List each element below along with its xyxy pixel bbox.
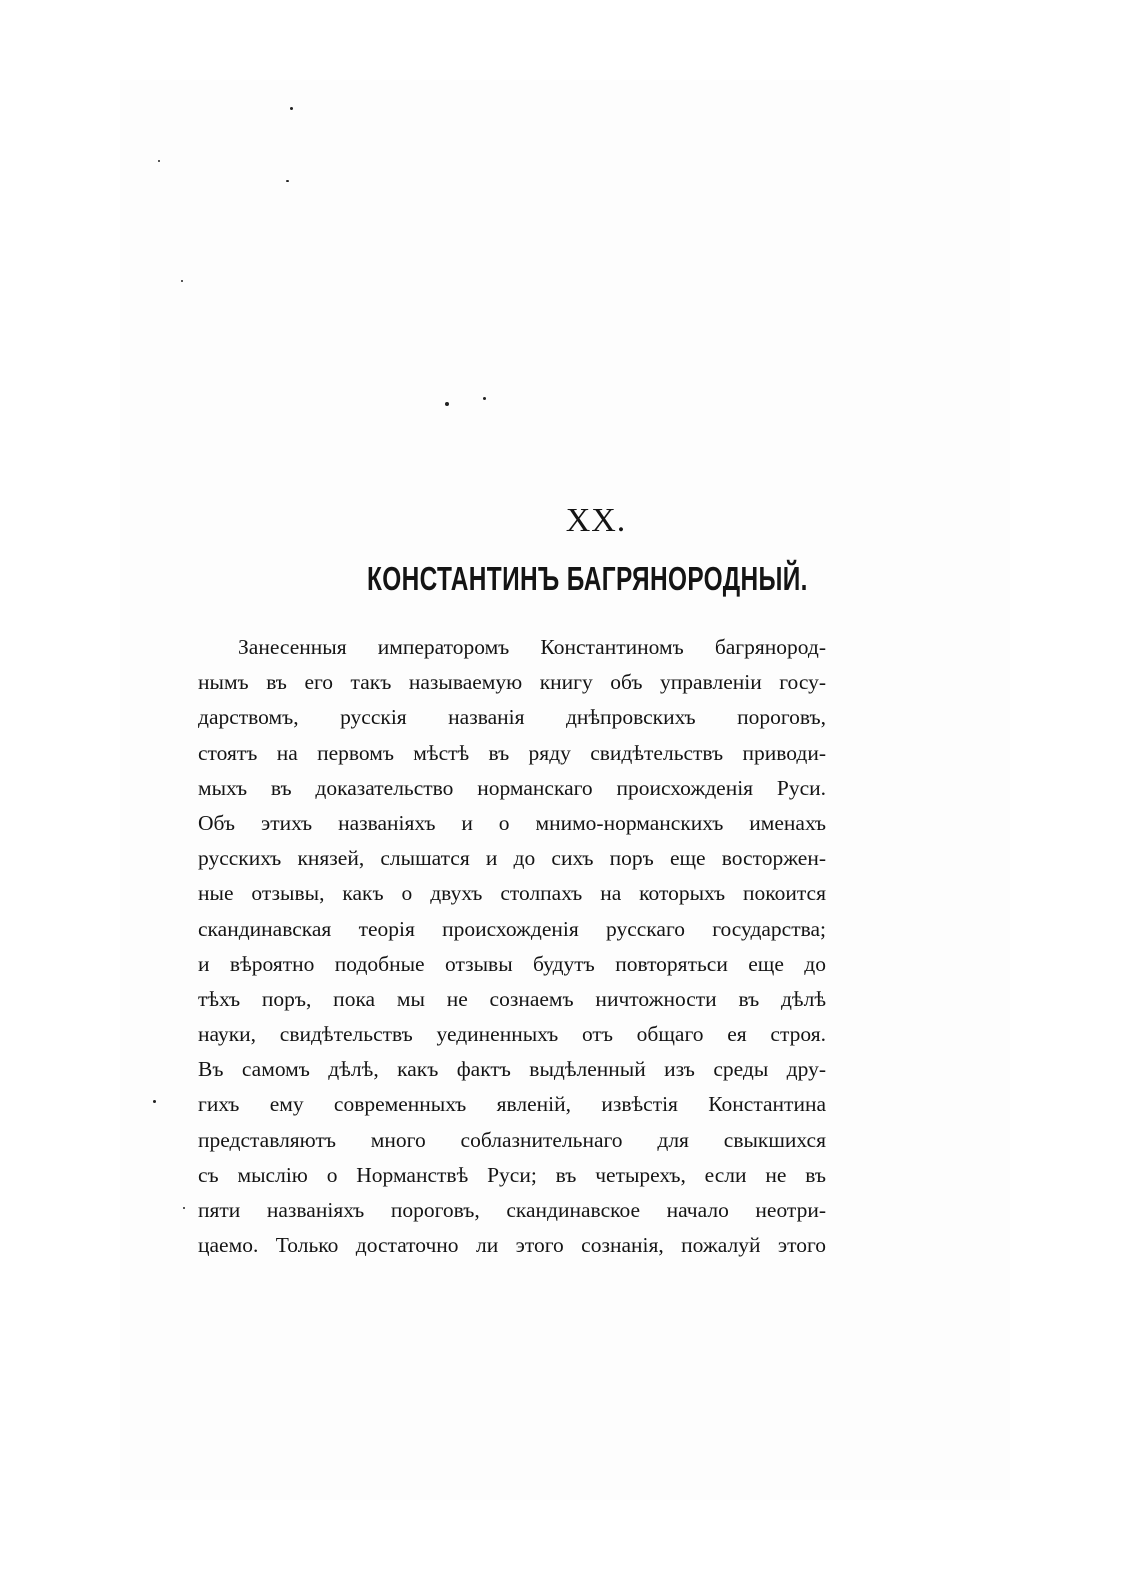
scan-speck	[483, 397, 486, 400]
scan-speck	[290, 107, 293, 110]
scan-speck	[286, 180, 289, 182]
chapter-title: КОНСТАНТИНЪ БАГРЯНОРОДНЫЙ.	[366, 560, 808, 597]
text-line: русскихъ князей, слышатся и до сихъ поръ еще восторжен-	[198, 846, 826, 871]
text-line: цаемо. Только достаточно ли этого сознанiя, пожалуй этого	[198, 1233, 826, 1258]
text-line: ные отзывы, какъ о двухъ столпахъ на которыхъ покоится	[198, 881, 826, 906]
text-line: науки, свидѣтельствъ уединенныхъ отъ общаго ея строя.	[198, 1022, 826, 1047]
chapter-number: XX.	[565, 502, 627, 539]
text-line: нымъ въ его такъ называемую книгу объ управленiи госу-	[198, 670, 826, 695]
text-line: Объ этихъ названiяхъ и о мнимо-норманскихъ именахъ	[198, 810, 826, 835]
text-line: тѣхъ поръ, пока мы не сознаемъ ничтожности въ дѣлѣ	[198, 986, 826, 1011]
text-line: Занесенныя императоромъ Константиномъ багрянород-	[238, 635, 826, 659]
scan-speck	[158, 160, 160, 162]
scan-speck	[181, 280, 183, 282]
text-line: мыхъ въ доказательство норманскаго происхожденiя Руси.	[198, 775, 826, 800]
text-line: дарствомъ, русскiя названiя днѣпровскихъ пороговъ,	[198, 705, 826, 730]
text-line: представляютъ много соблазнительнаго для свыкшихся	[198, 1127, 826, 1152]
text-line: гихъ ему современныхъ явленiй, извѣстiя Константина	[198, 1092, 826, 1117]
scan-speck	[153, 1100, 156, 1103]
text-line: и вѣроятно подобные отзывы будутъ повторятьси еще до	[198, 951, 826, 976]
body-text	[198, 630, 826, 1263]
text-line: Въ самомъ дѣлѣ, какъ фактъ выдѣленный изъ среды дру-	[198, 1057, 826, 1082]
scan-speck	[183, 1207, 185, 1209]
text-line: стоятъ на первомъ мѣстѣ въ ряду свидѣтельствъ приводи-	[198, 740, 826, 765]
text-line: скандинавская теорiя происхожденiя русскаго государства;	[198, 916, 826, 941]
text-line: пяти названiяхъ пороговъ, скандинавское начало неотри-	[198, 1198, 826, 1222]
text-line: съ мыслiю о Норманствѣ Руси; въ четырехъ, если не въ	[198, 1162, 826, 1187]
scan-speck	[445, 402, 449, 406]
